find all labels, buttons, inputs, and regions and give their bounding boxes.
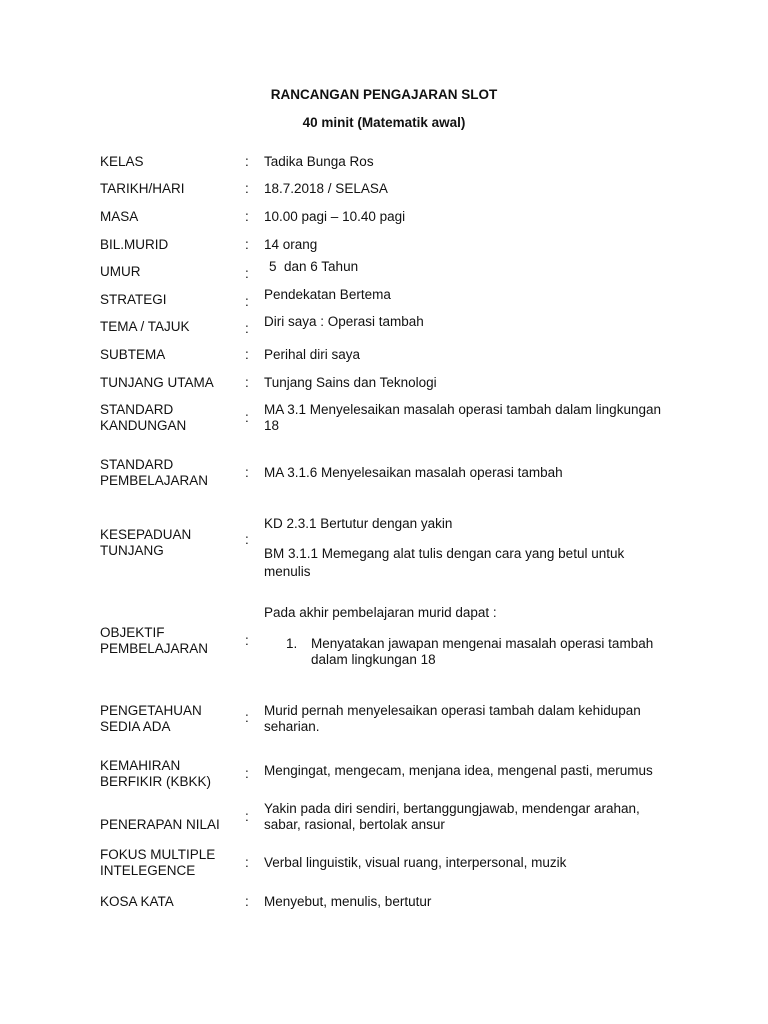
row-label-line: INTELEGENCE [100,863,196,878]
row-colon: : [245,894,249,909]
row-colon: : [245,633,249,648]
row-label [100,758,240,790]
row-label-line: KANDUNGAN [100,418,187,433]
row-label-line: OBJEKTIF [100,625,165,640]
row-value: 18.7.2018 / SELASA [264,181,388,196]
row-label: BIL.MURID [100,237,169,252]
row-label-line: KESEPADUAN [100,527,192,542]
row-label [100,402,240,434]
row-colon: : [245,209,249,224]
row-colon: : [245,154,249,169]
row-colon: : [245,465,249,480]
row-label-line: SEDIA ADA [100,719,171,734]
row-colon: : [245,766,249,781]
row-value: Tunjang Sains dan Teknologi [264,375,437,390]
row-value: Pendekatan Bertema [264,287,391,302]
row-colon: : [245,321,249,336]
row-label-line: STANDARD [100,457,174,472]
row-label [100,457,240,489]
row-value-line: Yakin pada diri sendiri, bertanggungjawab, mendengar arahan, [264,801,640,816]
row-value: Mengingat, mengecam, menjana idea, mengenal pasti, merumus [264,763,653,778]
row-colon: : [245,410,249,425]
row-label: MASA [100,209,139,224]
row-colon: : [245,532,249,547]
row-value: 14 orang [264,237,318,252]
row-value: Perihal diri saya [264,347,361,362]
row-colon: : [245,237,249,252]
row-label: KELAS [100,154,144,169]
row-value: Diri saya : Operasi tambah [264,314,424,329]
row-colon: : [245,294,249,309]
row-label-line: PEMBELAJARAN [100,473,209,488]
row-value [264,402,694,434]
row-colon: : [245,710,249,725]
row-colon: : [245,375,249,390]
document-subtitle [0,115,768,131]
row-value-line: BM 3.1.1 Memegang alat tulis dengan cara yang betul untuk [264,546,625,561]
row-label-line: PEMBELAJARAN [100,641,209,656]
row-value [264,703,694,735]
row-colon: : [245,347,249,362]
row-label: TEMA / TAJUK [100,319,190,334]
row-value-intro: Pada akhir pembelajaran murid dapat : [264,605,497,620]
row-label: TUNJANG UTAMA [100,375,214,390]
list-item-number: 1. [286,636,298,651]
row-label-line: KEMAHIRAN [100,758,181,773]
row-value: 5 dan 6 Tahun [269,259,359,274]
row-value: MA 3.1.6 Menyelesaikan masalah operasi tambah [264,465,563,480]
row-colon: : [245,181,249,196]
row-label-line: TUNJANG [100,543,164,558]
row-colon: : [245,809,249,824]
row-label-line: PENGETAHUAN [100,703,202,718]
row-value: Verbal linguistik, visual ruang, interpersonal, muzik [264,855,567,870]
row-label: SUBTEMA [100,347,166,362]
row-value-line: seharian. [264,719,320,734]
row-value: KD 2.3.1 Bertutur dengan yakin [264,516,453,531]
row-value: Tadika Bunga Ros [264,154,374,169]
row-colon: : [245,855,249,870]
row-label: KOSA KATA [100,894,174,909]
row-label-line: STANDARD [100,402,174,417]
row-label: TARIKH/HARI [100,181,185,196]
row-label [100,625,240,657]
row-label-line: FOKUS MULTIPLE [100,847,216,862]
document-title: RANCANGAN PENGAJARAN SLOT [270,87,498,102]
list-item-line: dalam lingkungan 18 [311,652,436,667]
list-item-line: Menyatakan jawapan mengenai masalah operasi tambah [311,636,654,651]
row-label: UMUR [100,264,141,279]
row-value-line: 18 [264,418,280,433]
row-label-line: BERFIKIR (KBKK) [100,774,212,789]
row-label [100,527,240,559]
row-value: Menyebut, menulis, bertutur [264,894,432,909]
row-colon: : [245,266,249,281]
row-label: PENERAPAN NILAI [100,817,220,832]
row-label [100,703,240,735]
row-label: STRATEGI [100,292,167,307]
row-value-line: sabar, rasional, bertolak ansur [264,817,445,832]
document-subtitle-text: 40 minit (Matematik awal) [302,115,466,130]
row-label [100,847,240,879]
row-value-line: menulis [264,564,311,579]
row-value-line: Murid pernah menyelesaikan operasi tambah dalam kehidupan [264,703,641,718]
row-value [264,545,694,581]
row-value: 10.00 pagi – 10.40 pagi [264,209,406,224]
row-value-line: MA 3.1 Menyelesaikan masalah operasi tambah dalam lingkungan [264,402,661,417]
list-item-text [311,636,691,668]
row-value [264,801,694,833]
